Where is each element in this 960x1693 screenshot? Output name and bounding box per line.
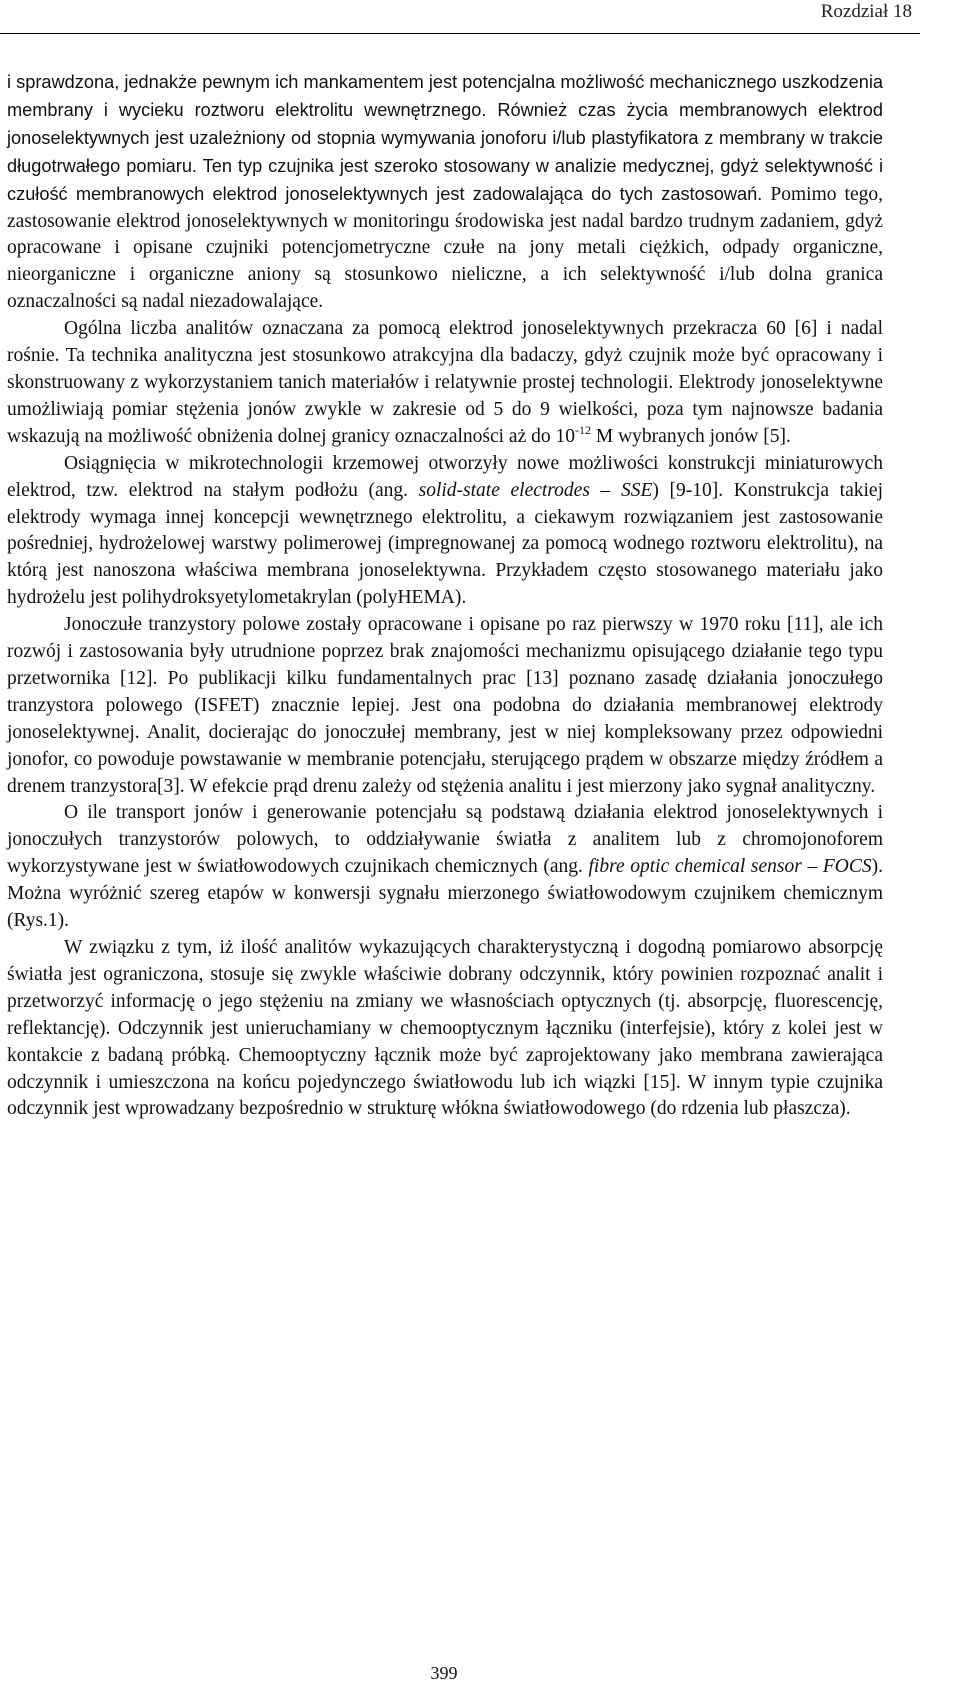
paragraph-4 — [7, 612, 883, 800]
paragraph-2-text-after-sup: M wybranych jonów [5]. — [591, 425, 791, 447]
paragraph-3-text-before-italic: Osiągnięcia w mikrotechnologii krzemowej otworzyły nowe możliwości konstrukcji miniaturowych elektrod, tzw. elektrod na stałym podłożu (ang. — [7, 452, 883, 501]
body-text — [7, 69, 883, 1123]
paragraph-6 — [7, 935, 883, 1123]
paragraph-3 — [7, 451, 883, 612]
paragraph-1 — [7, 69, 883, 316]
paragraph-5 — [7, 800, 883, 935]
paragraph-3-italic-term: solid-state electrodes – SSE — [418, 479, 653, 501]
header-rule — [0, 33, 920, 34]
paragraph-6-text: W związku z tym, iż ilość analitów wykazujących charakterystyczną i dogodną pomiarowo absorpcję światła jest ograniczona, stosuje się zwykle właściwie dobrany odczynnik, który powinien rozpoznać analit i przetworzyć informację o jego stężeniu na zmiany we własnościach optycznych (tj. absorpcję, fluorescencję, reflektancję). Odczynnik jest unieruchamiany w chemooptycznym łączniku (interfejsie), który z kolei jest w kontakcie z badaną próbką. Chemooptyczny łącznik może być zaprojektowany jako membrana zawierająca odczynnik i umieszczona na końcu pojedynczego światłowodu lub ich wiązki [15]. W innym typie czujnika odczynnik jest wprowadzany bezpośrednio w strukturę włókna światłowodowego (do rdzenia lub płaszcza). — [7, 937, 883, 1120]
paragraph-5-text-before-italic: O ile transport jonów i generowanie potencjału są podstawą działania elektrod jonoselektywnych i jonoczułych tranzystorów polowych, to oddziaływanie światła z analitem lub z chromojonoforem wykorzystywane jest w światłowodowych czujnikach chemicznych (ang. — [7, 802, 883, 878]
paragraph-1-serif-text: Pomimo tego, zastosowanie elektrod jonoselektywnych w monitoringu środowiska jest nadal bardzo trudnym zadaniem, gdyż opracowane i opisane czujniki potencjometryczne czułe na jony metali ciężkich, odpady organiczne, nieorganiczne i organiczne aniony są stosunkowo nieliczne, a ich selektywność i/lub dolna granica oznaczalności są nadal niezadowalające. — [7, 183, 884, 313]
paragraph-2-superscript: -12 — [575, 422, 591, 437]
paragraph-5-text-after-italic: ). Można wyróżnić szereg etapów w konwersji sygnału mierzonego światłowodowym czujnikem chemicznym (Rys.1). — [7, 856, 883, 932]
paragraph-3-text-after-italic: ) [9-10]. Konstrukcja takiej elektrody wymaga innej koncepcji wewnętrznego elektrolitu, a ciekawym rozwiązaniem jest zastosowanie pośredniej, hydrożelowej warstwy polimerowej (impregnowanej za pomocą wodnego roztworu elektrolitu), na którą jest nanoszona właściwa membrana jonoselektywna. Przykładem często stosowanego materiału jako hydrożelu jest polihydroksyetylometakrylan (polyHEMA). — [7, 479, 883, 609]
paragraph-2-text-before-sup: Ogólna liczba analitów oznaczana za pomocą elektrod jonoselektywnych przekracza 60 [6] i nadal rośnie. Ta technika analityczna jest stosunkowo atrakcyjna dla badaczy, gdyż czujnik może być opracowany i skonstruowany z wykorzystaniem tanich materiałów i relatywnie prostej technologii. Elektrody jonoselektywne umożliwiają pomiar stężenia jonów zwykle w zakresie od 5 do 9 wielkości, poza tym najnowsze badania wskazują na możliwość obniżenia dolnej granicy oznaczalności aż do 10 — [7, 318, 883, 447]
paragraph-5-italic-term: fibre optic chemical sensor – FOCS — [588, 856, 872, 878]
running-header-chapter: Rozdział 18 — [820, 1, 912, 22]
paragraph-4-text: Jonoczułe tranzystory polowe zostały opracowane i opisane po raz pierwszy w 1970 roku [11], ale ich rozwój i zastosowania były utrudnione poprzez brak znajomości mechanizmu opisującego działanie tego typu przetwornika [12]. Po publikacji kilku fundamentalnych prac [13] poznano zasadę działania jonoczułego tranzystora polowego (ISFET) znacznie lepiej. Jest ona podobna do działania membranowej elektrody jonoselektywnej. Analit, docierając do jonoczułej membrany, jest w niej kompleksowany przez odpowiedni jonofor, co powoduje powstawanie w membranie potencjału, sterującego prądem w obszarze między źródłem a drenem tranzystora[3]. W efekcie prąd drenu zależy od stężenia analitu i jest mierzony jako sygnał analityczny. — [7, 614, 883, 797]
paragraph-2 — [7, 316, 883, 451]
page-number: 399 — [430, 1663, 458, 1683]
paragraph-1-sans-text: i sprawdzona, jednakże pewnym ich mankamentem jest potencjalna możliwość mechanicznego uszkodzenia membrany i wycieku roztworu elektrolitu wewnętrznego. Również czas życia membranowych elektrod jonoselektywnych jest uzależniony od stopnia wymywania jonoforu i/lub plastyfikatora z membrany w trakcie długotrwałego pomiaru. Ten typ czujnika jest szeroko stosowany w analizie medycznej, gdyż selektywność i czułość membranowych elektrod jonoselektywnych jest zadowalająca do tych zastosowań. — [7, 72, 883, 204]
